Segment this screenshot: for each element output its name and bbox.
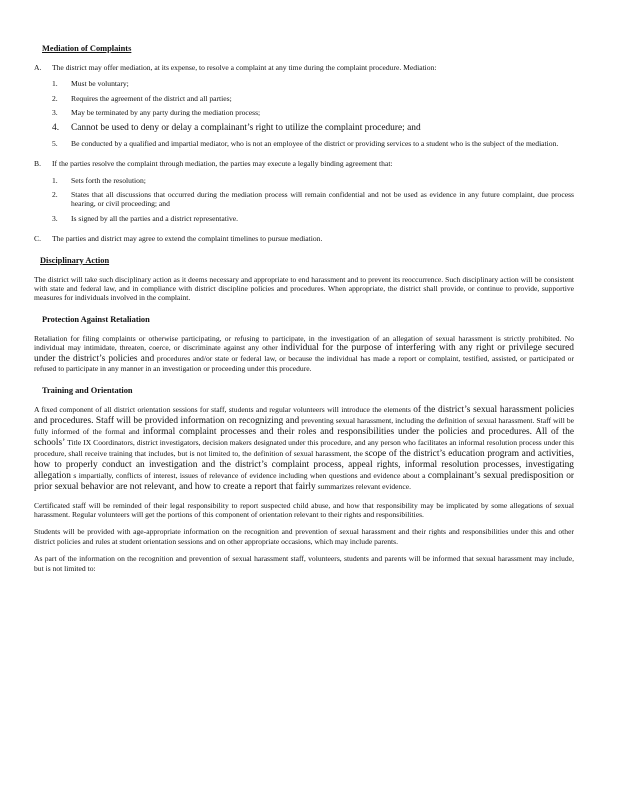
mediation-item-b — [34, 159, 574, 168]
item-text: Cannot be used to deny or delay a complainant’s right to utilize the complaint procedure; and — [71, 122, 421, 133]
mediation-item-a — [34, 63, 574, 72]
training-text-1: A fixed component of all district orientation sessions for staff, students and regular volunteers will introduce the elements — [34, 404, 411, 414]
item-number: 1. — [52, 79, 58, 89]
mediation-section — [34, 44, 574, 244]
protection-text-a: Retaliation for filing complaints or otherwise participating, or refusing to participate, in the investigation of an allegation of sexual harassment is strictly prohibited. No individual may intimidate, threaten, coerce, or discriminate against any other — [34, 333, 574, 353]
mediation-heading: Mediation of Complaints — [42, 44, 132, 53]
item-text: Is signed by all the parties and a district representative. — [71, 213, 239, 223]
training-paragraph-4: As part of the information on the recognition and prevention of sexual harassment staff, volunteers, students and parents will be informed that sexual harassment may include, but is not limited to: — [34, 554, 574, 573]
item-number: 1. — [52, 175, 58, 185]
item-text: Requires the agreement of the district and all parties; — [71, 93, 232, 103]
item-text: The district may offer mediation, at its expense, to resolve a complaint at any time during the complaint procedure. Mediation: — [52, 63, 437, 72]
item-text: Be conducted by a qualified and impartial mediator, who is not an employee of the district or providing services to a student who is the subject of the mediation. — [71, 138, 559, 148]
training-text-6: scope of the district’s education program and activities, how to properly conduct an investigation and the district’s complaint process, appeal rights, informal resolution processes, investigating allegation — [34, 448, 574, 481]
mediation-item-c — [34, 234, 574, 243]
training-text-4: informal complaint processes and their roles and responsibilities under the policies and procedures. All of the schools’ — [34, 426, 574, 448]
mediation-a-2 — [52, 94, 574, 103]
training-paragraph-3: Students will be provided with age-appropriate information on the recognition and prevention of sexual harassment and their rights and responsibilities under this and other district policies and rules at student orientation sessions and on other appropriate occasions, which may include parents. — [34, 527, 574, 546]
item-label: A. — [34, 63, 42, 72]
protection-text — [34, 334, 574, 374]
item-text: May be terminated by any party during the mediation process; — [71, 108, 261, 118]
mediation-a-4 — [52, 123, 574, 134]
item-number: 3. — [52, 108, 58, 118]
item-text: Must be voluntary; — [71, 79, 129, 89]
item-text: If the parties resolve the complaint through mediation, the parties may execute a legally binding agreement that: — [52, 159, 393, 169]
mediation-a-3 — [52, 108, 574, 117]
protection-section — [34, 315, 574, 374]
training-heading: Training and Orientation — [42, 385, 133, 395]
training-section — [34, 386, 574, 573]
mediation-b-1 — [52, 176, 574, 185]
disciplinary-section — [34, 256, 574, 303]
document-page — [34, 44, 574, 585]
training-text-5: Title IX Coordinators, district investigators, decision makers designated under this procedure, and any person who facilitates an informal resolution process under this procedure, shall receive training that includes, but is not limited to, the definition of sexual harassment, the — [34, 437, 574, 458]
item-number: 4. — [52, 122, 60, 133]
item-label: C. — [34, 234, 41, 244]
disciplinary-heading: Disciplinary Action — [40, 255, 110, 265]
mediation-a-1 — [52, 79, 574, 88]
mediation-a-5 — [52, 139, 574, 148]
item-text: The parties and district may agree to extend the complaint timelines to pursue mediation. — [52, 234, 323, 244]
training-text-9: summarizes relevant evidence. — [317, 481, 411, 491]
training-text-2: of the district’s sexual harassment policies and procedures. Staff will be provided information on recognizing and — [34, 404, 574, 426]
protection-text-b: procedures and/or state or federal law, or because the individual has made a report or complaint, testified, assisted, or participated or refused to participate in any manner in an investigation or proceeding under this procedure. — [34, 353, 574, 374]
item-number: 5. — [52, 138, 58, 148]
item-label: B. — [34, 159, 41, 169]
mediation-b-3 — [52, 214, 574, 223]
protection-text-emphasis: individual for the purpose of interfering with any right or privilege secured under the district’s policies and — [34, 343, 574, 364]
item-text: Sets forth the resolution; — [71, 175, 146, 185]
mediation-b-2 — [52, 190, 574, 209]
training-paragraph-1 — [34, 405, 574, 493]
item-number: 2. — [52, 93, 58, 103]
disciplinary-text: The district will take such disciplinary action as it deems necessary and appropriate to end harassment and to prevent its reoccurrence. Such disciplinary action will be consistent with state and federal law, and in compliance with district discipline policies and procedures. When appropriate, the district shall provide, or continue to provide, supportive measures for individuals involved in the complaint. — [34, 274, 574, 303]
item-number: 3. — [52, 213, 58, 223]
item-number: 2. — [52, 190, 58, 200]
training-text-8: complainant’s sexual predisposition or prior sexual behavior are not relevant, and how to create a report that fairly — [34, 470, 575, 492]
training-text-7: s impartially, conflicts of interest, issues of relevance of evidence including when questions and evidence about a — [73, 470, 426, 480]
training-paragraph-2: Certificated staff will be reminded of their legal responsibility to report suspected child abuse, and how that responsibility may be implicated by some allegations of sexual harassment. Regular volunteers will get the portions of this component of orientation relevant to their rights and responsibilities. — [34, 500, 574, 519]
protection-heading: Protection Against Retaliation — [42, 314, 150, 324]
item-text: States that all discussions that occurred during the mediation process will remain confidential and not be used as evidence in any future complaint, due process hearing, or civil proceeding; and — [71, 190, 574, 209]
training-text-3: preventing sexual harassment, including the definition of sexual harassment. Staff will be fully informed of the formal and — [34, 415, 574, 436]
